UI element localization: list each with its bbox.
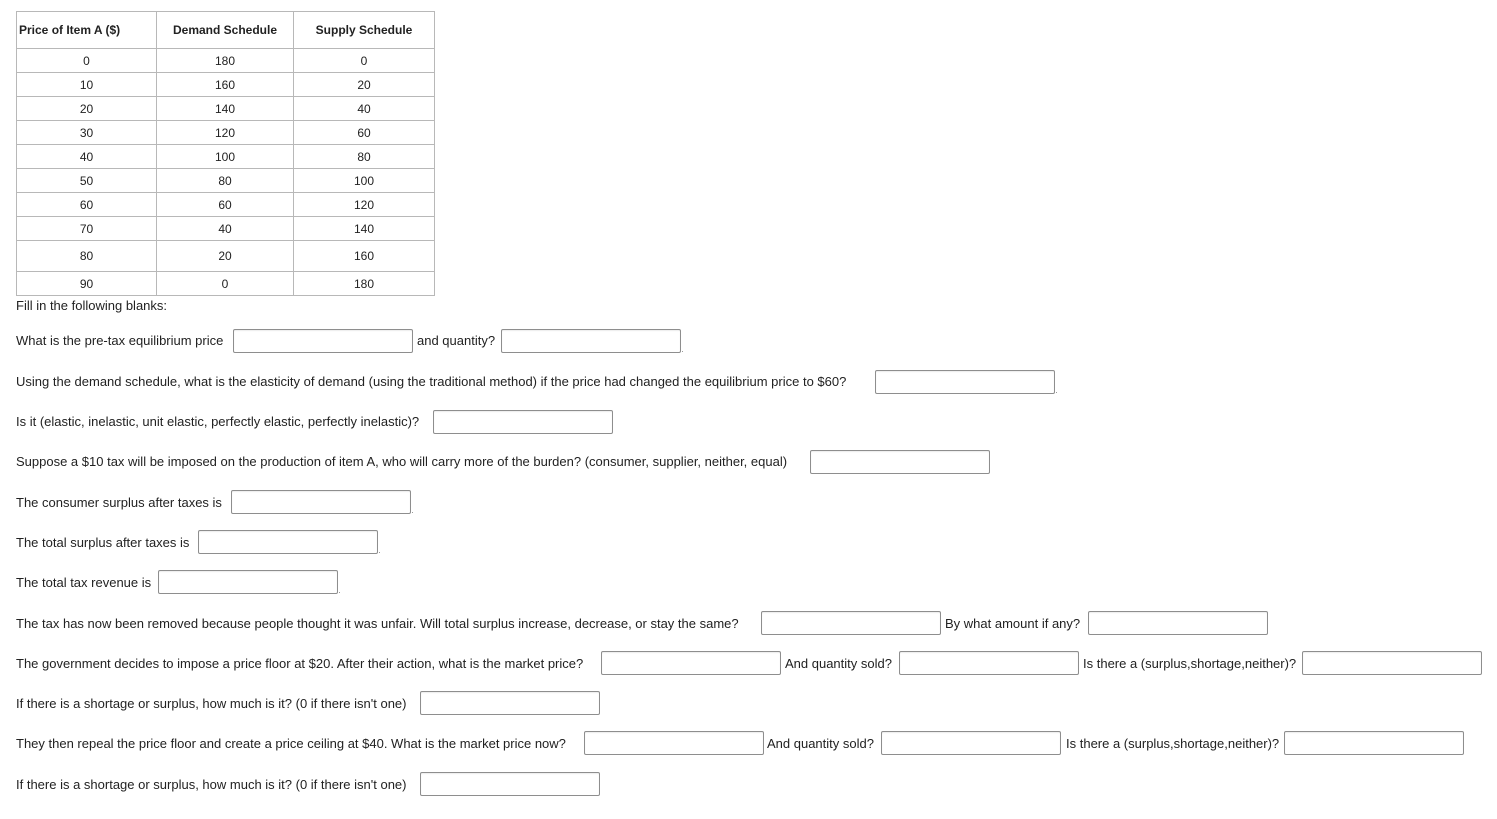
total-surplus-input[interactable] xyxy=(198,530,378,554)
table-row xyxy=(17,97,435,121)
cell-demand: 160 xyxy=(157,73,294,97)
cell-demand: 0 xyxy=(157,272,294,296)
cell-demand: 120 xyxy=(157,121,294,145)
cell-demand: 140 xyxy=(157,97,294,121)
pretax-price-input[interactable] xyxy=(233,329,413,353)
table-row xyxy=(17,169,435,193)
ceiling-qty-input[interactable] xyxy=(881,731,1061,755)
cell-price: 90 xyxy=(17,272,157,296)
cell-supply: 180 xyxy=(294,272,435,296)
cell-supply: 0 xyxy=(294,49,435,73)
elasticity-label: Using the demand schedule, what is the elasticity of demand (using the traditional method) if the price had changed the equilibrium price to $60? xyxy=(16,374,847,389)
header-price: Price of Item A ($) xyxy=(17,12,157,49)
header-supply: Supply Schedule xyxy=(294,12,435,49)
floor-amount-input[interactable] xyxy=(420,691,600,715)
ceiling-status-input[interactable] xyxy=(1284,731,1464,755)
tax-revenue-input[interactable] xyxy=(158,570,338,594)
period-dot xyxy=(412,512,413,513)
ceiling-qty-label: And quantity sold? xyxy=(767,736,874,751)
cell-price: 0 xyxy=(17,49,157,73)
cell-supply: 140 xyxy=(294,217,435,241)
total-surplus-label: The total surplus after taxes is xyxy=(16,535,190,550)
cell-supply: 100 xyxy=(294,169,435,193)
period-dot xyxy=(339,592,340,593)
pretax-price-label: What is the pre-tax equilibrium price xyxy=(16,333,224,348)
table-row xyxy=(17,241,435,272)
cell-supply: 160 xyxy=(294,241,435,272)
table-header-row xyxy=(17,12,435,49)
period-dot xyxy=(1056,392,1057,393)
cell-supply: 40 xyxy=(294,97,435,121)
ceiling-price-input[interactable] xyxy=(584,731,764,755)
consumer-surplus-label: The consumer surplus after taxes is xyxy=(16,495,222,510)
pretax-qty-label: and quantity? xyxy=(417,333,496,348)
cell-demand: 80 xyxy=(157,169,294,193)
cell-demand: 60 xyxy=(157,193,294,217)
pretax-qty-input[interactable] xyxy=(501,329,681,353)
period-dot xyxy=(379,552,380,553)
burden-label: Suppose a $10 tax will be imposed on the production of item A, who will carry more of the burden? (consumer, supplier, neither, equal) xyxy=(16,454,788,469)
schedule-table xyxy=(16,11,435,296)
cell-supply: 120 xyxy=(294,193,435,217)
cell-supply: 80 xyxy=(294,145,435,169)
cell-price: 70 xyxy=(17,217,157,241)
table-row xyxy=(17,73,435,97)
period-dot xyxy=(682,351,683,352)
elastic-type-label: Is it (elastic, inelastic, unit elastic, perfectly elastic, perfectly inelastic)? xyxy=(16,414,420,429)
floor-price-label: The government decides to impose a price floor at $20. After their action, what is the market price? xyxy=(16,656,584,671)
tax-revenue-label: The total tax revenue is xyxy=(16,575,152,590)
by-amount-label: By what amount if any? xyxy=(945,616,1081,631)
floor-status-input[interactable] xyxy=(1302,651,1482,675)
tax-removed-label: The tax has now been removed because people thought it was unfair. Will total surplus increase, decrease, or stay the same? xyxy=(16,616,739,631)
header-demand: Demand Schedule xyxy=(157,12,294,49)
floor-qty-label: And quantity sold? xyxy=(785,656,892,671)
cell-price: 80 xyxy=(17,241,157,272)
floor-qty-input[interactable] xyxy=(899,651,1079,675)
floor-status-label: Is there a (surplus,shortage,neither)? xyxy=(1083,656,1297,671)
cell-price: 10 xyxy=(17,73,157,97)
ceiling-price-label: They then repeal the price floor and create a price ceiling at $40. What is the market price now? xyxy=(16,736,566,751)
cell-supply: 20 xyxy=(294,73,435,97)
by-amount-input[interactable] xyxy=(1088,611,1268,635)
cell-supply: 60 xyxy=(294,121,435,145)
cell-price: 30 xyxy=(17,121,157,145)
table-row xyxy=(17,121,435,145)
tax-removed-input[interactable] xyxy=(761,611,941,635)
table-row xyxy=(17,217,435,241)
ceiling-amount-label: If there is a shortage or surplus, how much is it? (0 if there isn't one) xyxy=(16,777,407,792)
cell-price: 40 xyxy=(17,145,157,169)
consumer-surplus-input[interactable] xyxy=(231,490,411,514)
table-row xyxy=(17,145,435,169)
table-row xyxy=(17,272,435,296)
cell-demand: 180 xyxy=(157,49,294,73)
cell-price: 20 xyxy=(17,97,157,121)
floor-price-input[interactable] xyxy=(601,651,781,675)
ceiling-amount-input[interactable] xyxy=(420,772,600,796)
ceiling-status-label: Is there a (surplus,shortage,neither)? xyxy=(1066,736,1280,751)
floor-amount-label: If there is a shortage or surplus, how much is it? (0 if there isn't one) xyxy=(16,696,407,711)
elasticity-input[interactable] xyxy=(875,370,1055,394)
cell-demand: 20 xyxy=(157,241,294,272)
burden-input[interactable] xyxy=(810,450,990,474)
cell-price: 50 xyxy=(17,169,157,193)
instructions-text: Fill in the following blanks: xyxy=(16,298,168,313)
table-row xyxy=(17,49,435,73)
table-row xyxy=(17,193,435,217)
cell-demand: 100 xyxy=(157,145,294,169)
cell-demand: 40 xyxy=(157,217,294,241)
elastic-type-input[interactable] xyxy=(433,410,613,434)
cell-price: 60 xyxy=(17,193,157,217)
